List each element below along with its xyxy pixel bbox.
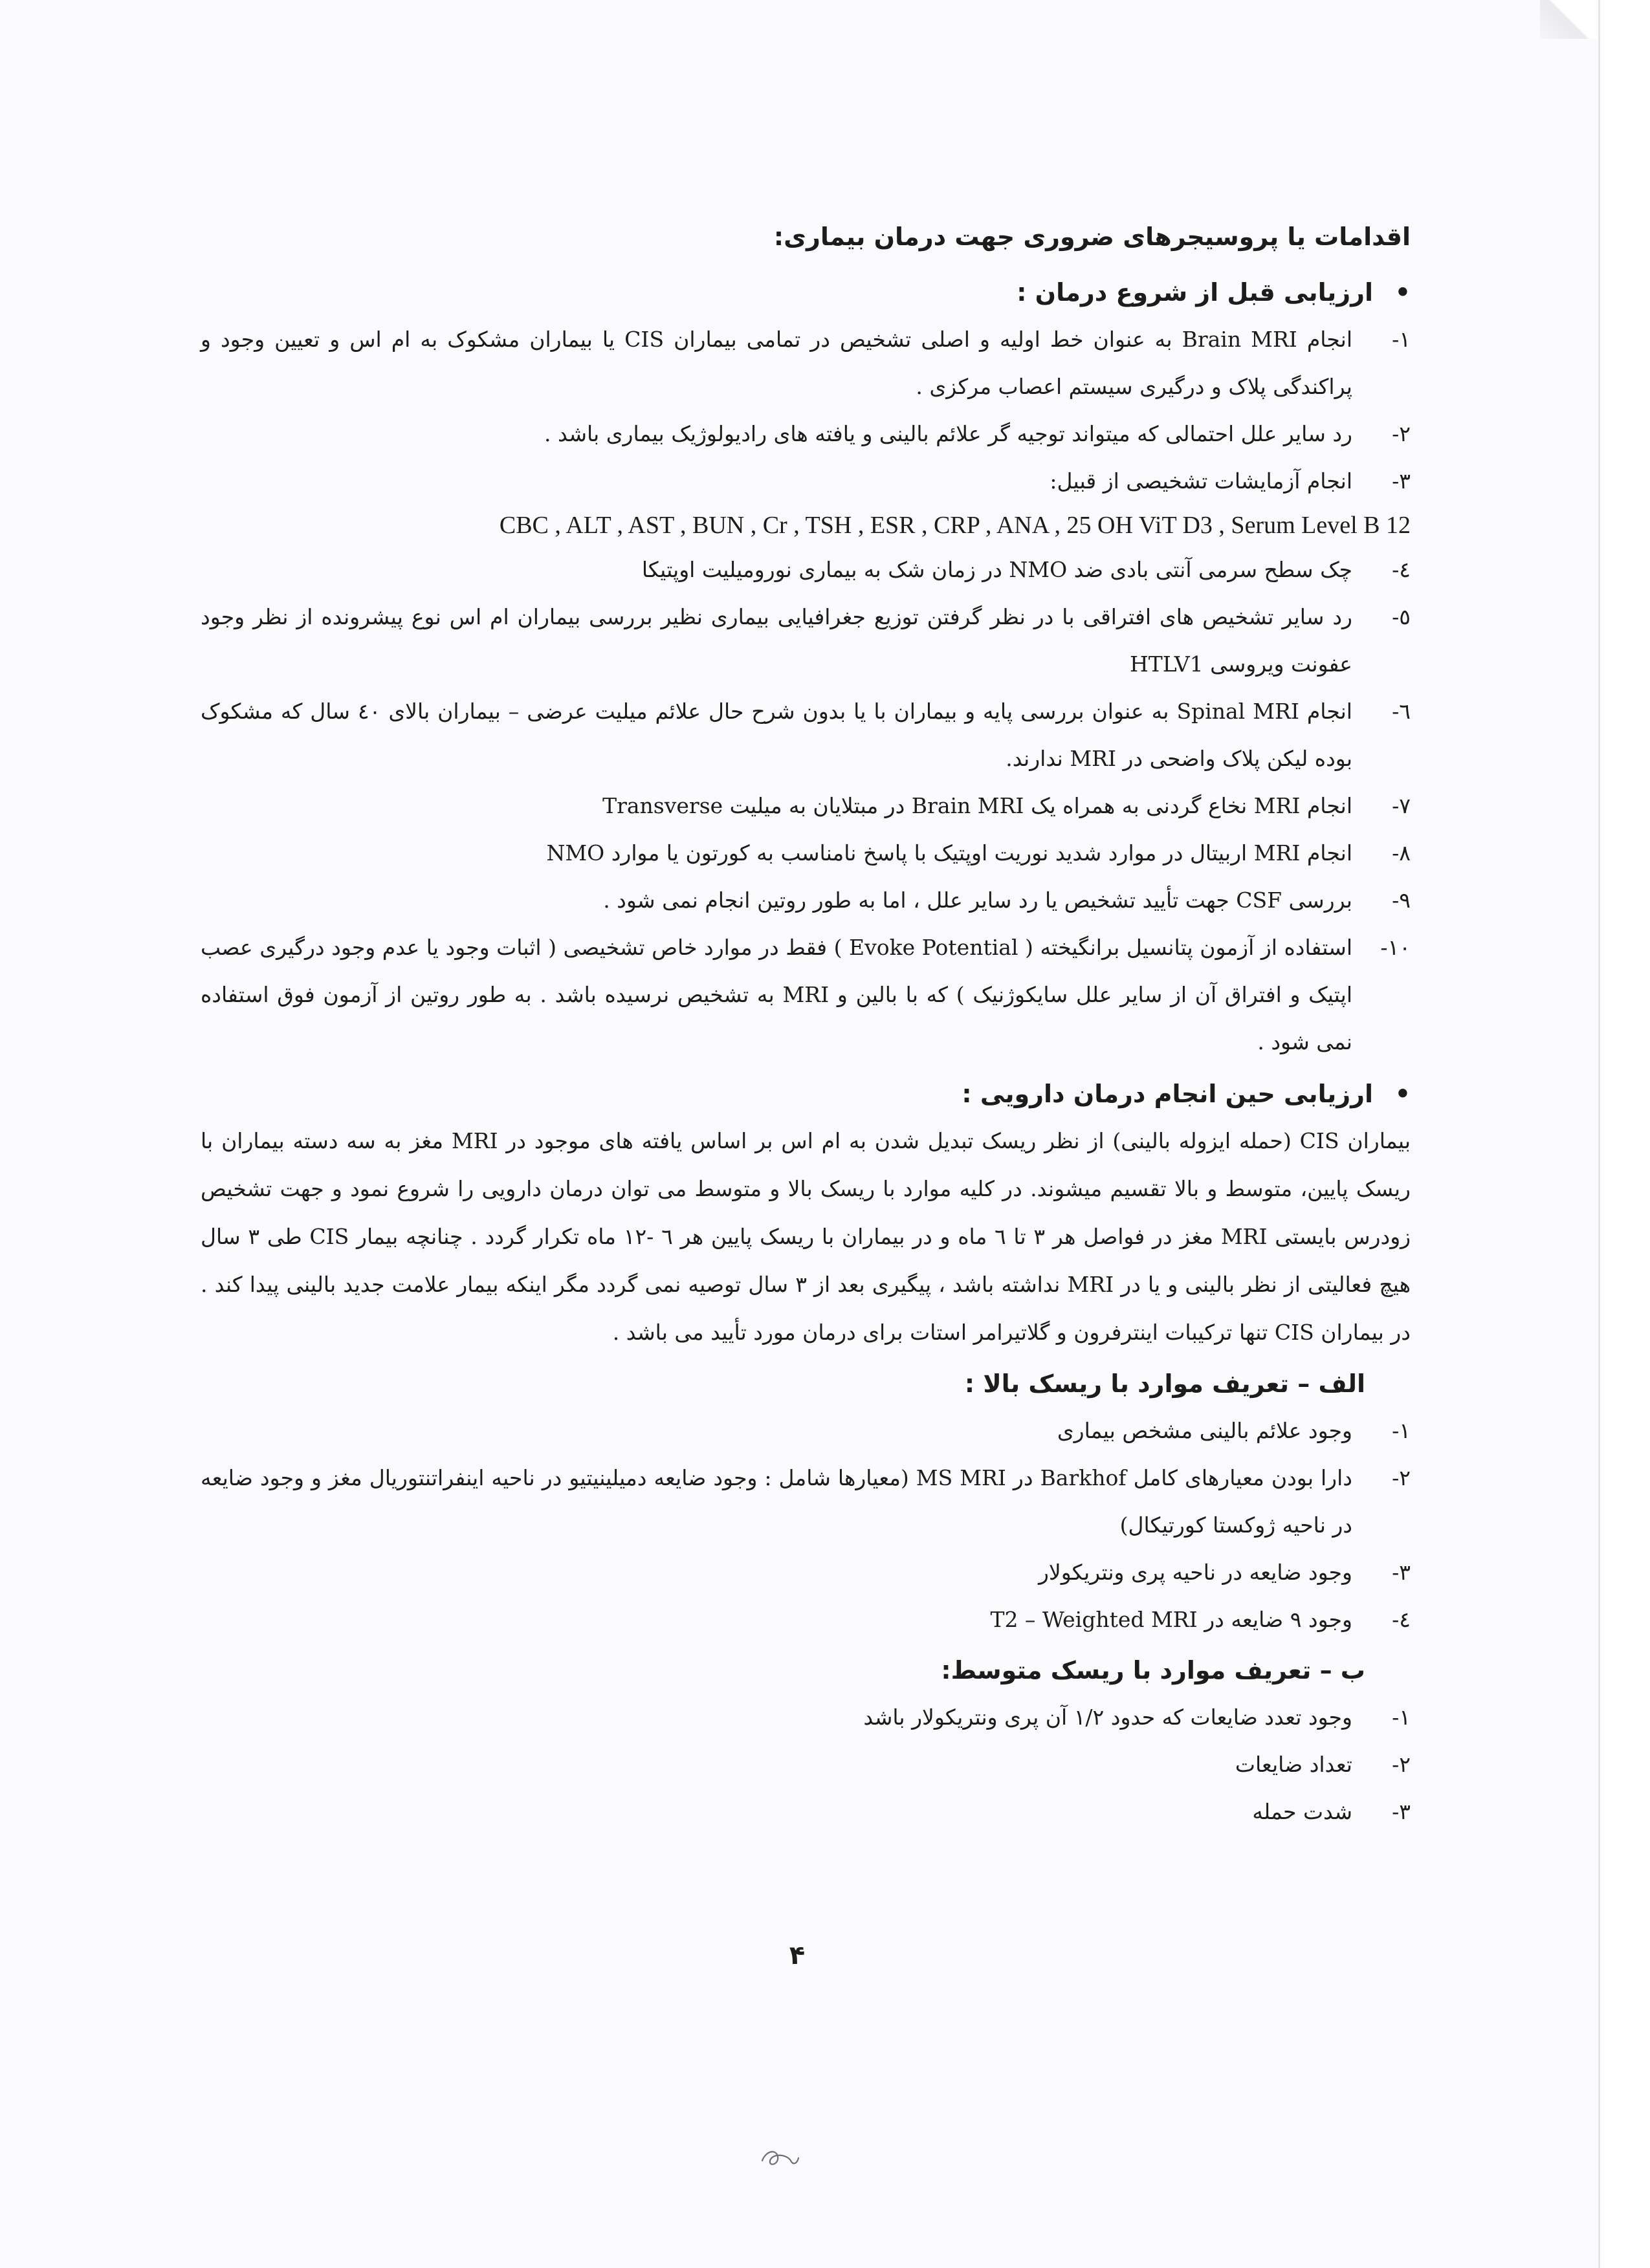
item-number: ۱- (1392, 327, 1411, 352)
list-item (201, 1454, 1411, 1549)
list-item (201, 410, 1411, 457)
list-item (201, 877, 1411, 924)
list-item (201, 457, 1411, 505)
list-item (201, 1788, 1411, 1835)
document-body (201, 213, 1411, 1835)
list-item (201, 1741, 1411, 1788)
item-text: انجام MRI نخاع گردنی به همراه یک Brain MRI در مبتلایان به میلیت Transverse (602, 793, 1352, 818)
item-text: انجام MRI اربیتال در موارد شدید نوریت اوپتیک با پاسخ نامناسب به کورتون یا موارد NMO (546, 840, 1352, 866)
item-text: تعداد ضایعات (1235, 1752, 1352, 1777)
item-number: ۲- (1392, 1465, 1411, 1490)
item-number: ٥- (1392, 604, 1411, 629)
list-item (201, 316, 1411, 410)
pre-treatment-list (201, 316, 1411, 1065)
item-number: ۸- (1392, 840, 1411, 866)
list-item (201, 1549, 1411, 1596)
section-heading-text: ارزیابی قبل از شروع درمان : (1017, 278, 1373, 307)
handwritten-mark-icon (757, 2141, 802, 2174)
item-text: رد سایر تشخیص های افتراقی با در نظر گرفتن توزیع جغرافیایی بیماری نظیر بررسی بیماران ام اس نوع پیشرونده از نظر وجود عفونت ویروسی HTLV1 (201, 604, 1352, 677)
item-number: ۲- (1392, 1752, 1411, 1777)
item-text: انجام آزمایشات تشخیصی از قبیل: (1050, 468, 1352, 494)
item-text: شدت حمله (1252, 1799, 1352, 1824)
item-number: ۳- (1392, 468, 1411, 494)
item-number: ۱- (1392, 1705, 1411, 1730)
item-text: وجود تعدد ضایعات که حدود ۱/۲ آن پری ونتریکولار باشد (863, 1705, 1352, 1730)
lab-tests-line (201, 505, 1411, 546)
item-text: رد سایر علل احتمالی که میتواند توجیه گر علائم بالینی و یافته های رادیولوژیک بیماری باشد . (544, 421, 1352, 446)
medium-risk-list (201, 1694, 1411, 1835)
item-number: ٤- (1392, 557, 1411, 582)
item-text: وجود ۹ ضایعه در T2 – Weighted MRI (990, 1607, 1352, 1632)
list-item (201, 593, 1411, 688)
page-title: اقدامات یا پروسیجرهای ضروری جهت درمان بیماری: (773, 223, 1411, 251)
item-number: ۱- (1392, 1418, 1411, 1443)
item-text: بررسی CSF جهت تأیید تشخیص یا رد سایر علل ، اما به طور روتین انجام نمی شود . (603, 888, 1352, 913)
item-text: وجود ضایعه در ناحیه پری ونتریکولار (1038, 1560, 1352, 1585)
list-item (201, 924, 1411, 1065)
list-item (201, 829, 1411, 877)
item-text: دارا بودن معیارهای کامل Barkhof در MS MRI (معیارها شامل : وجود ضایعه دمیلینیتیو در ناحیه اینفراتنتوریال مغز و وجود ضایعه در ناحیه ژوکستا کورتیکال) (201, 1465, 1352, 1538)
page-corner-fold (1540, 0, 1598, 39)
item-number: ۱۰- (1380, 935, 1411, 960)
cis-risk-paragraph: بیماران CIS (حمله ایزوله بالینی) از نظر ریسک تبدیل شدن به ام اس بر اساس یافته های موجود در MRI مغز به سه دسته بیماران با ریسک پایین، متوسط و بالا تقسیم میشوند. در کلیه موارد با ریسک بالا و متوسط می توان درمان دارویی را شروع نمود و جهت تشخیص زودرس بایستی MRI مغز در فواصل هر ۳ تا ٦ ماه و در بیماران با ریسک پایین هر ٦ -۱۲ ماه تکرار گردد . چنانچه بیمار CIS طی ۳ سال هیچ فعالیتی از نظر بالینی و یا در MRI نداشته باشد ، پیگیری بعد از ۳ سال توصیه نمی گردد مگر اینکه بیمار علامت جدید بالینی پیدا کند . در بیماران CIS تنها ترکیبات اینترفرون و گلاتیرامر استات برای درمان مورد تأیید می باشد . (201, 1128, 1411, 1345)
item-text: انجام Spinal MRI به عنوان بررسی پایه و بیماران با یا بدون شرح حال علائم میلیت عرضی – بیماران بالای ٤٠ سال که مشکوک بوده لیکن پلاک واضحی در MRI ندارند. (201, 699, 1352, 771)
bullet-icon: • (1394, 278, 1411, 307)
item-number: ۳- (1392, 1560, 1411, 1585)
item-text: چک سطح سرمی آنتی بادی ضد NMO در زمان شک به بیماری نورومیلیت اوپتیکا (641, 557, 1352, 582)
item-text: استفاده از آزمون پتانسیل برانگیخته ( Evoke Potential ) فقط در موارد خاص تشخیصی ( اثبات وجود یا عدم وجود درگیری عصب اپتیک و افتراق آن از سایر علل سایکوژنیک ) که با بالین و MRI به تشخیص نرسیده باشد . به طور روتین از آزمون فوق استفاده نمی شود . (201, 935, 1352, 1054)
item-number: ٦- (1392, 699, 1411, 724)
list-item (201, 688, 1411, 782)
section-heading-during-treatment (201, 1071, 1411, 1117)
list-item (201, 1596, 1411, 1643)
item-number: ۹- (1392, 888, 1411, 913)
item-number: ۳- (1392, 1799, 1411, 1824)
medium-risk-heading: ب – تعریف موارد با ریسک متوسط: (941, 1656, 1365, 1685)
item-text: انجام Brain MRI به عنوان خط اولیه و اصلی تشخیص در تمامی بیماران CIS یا بیماران مشکوک به ام اس و تعیین وجود و پراکندگی پلاک و درگیری سیستم اعصاب مرکزی . (201, 327, 1353, 399)
lab-tests: CBC , ALT , AST , BUN , Cr , TSH , ESR , CRP , ANA , 25 OH ViT D3 , Serum Level B 12 (499, 512, 1411, 539)
list-item (201, 1694, 1411, 1741)
list-item (201, 1407, 1411, 1454)
bullet-icon: • (1394, 1080, 1411, 1108)
high-risk-list (201, 1407, 1411, 1643)
list-item (201, 546, 1411, 593)
item-number: ٤- (1392, 1607, 1411, 1632)
list-item (201, 782, 1411, 829)
item-number: ۲- (1392, 421, 1411, 446)
item-text: وجود علائم بالینی مشخص بیماری (1057, 1418, 1352, 1443)
high-risk-heading: الف – تعریف موارد با ریسک بالا : (964, 1369, 1365, 1398)
item-number: ۷- (1392, 793, 1411, 818)
section-heading-text: ارزیابی حین انجام درمان دارویی : (962, 1080, 1373, 1108)
section-heading-pre-treatment (201, 269, 1411, 316)
page-number: ۴ (789, 1941, 806, 1970)
